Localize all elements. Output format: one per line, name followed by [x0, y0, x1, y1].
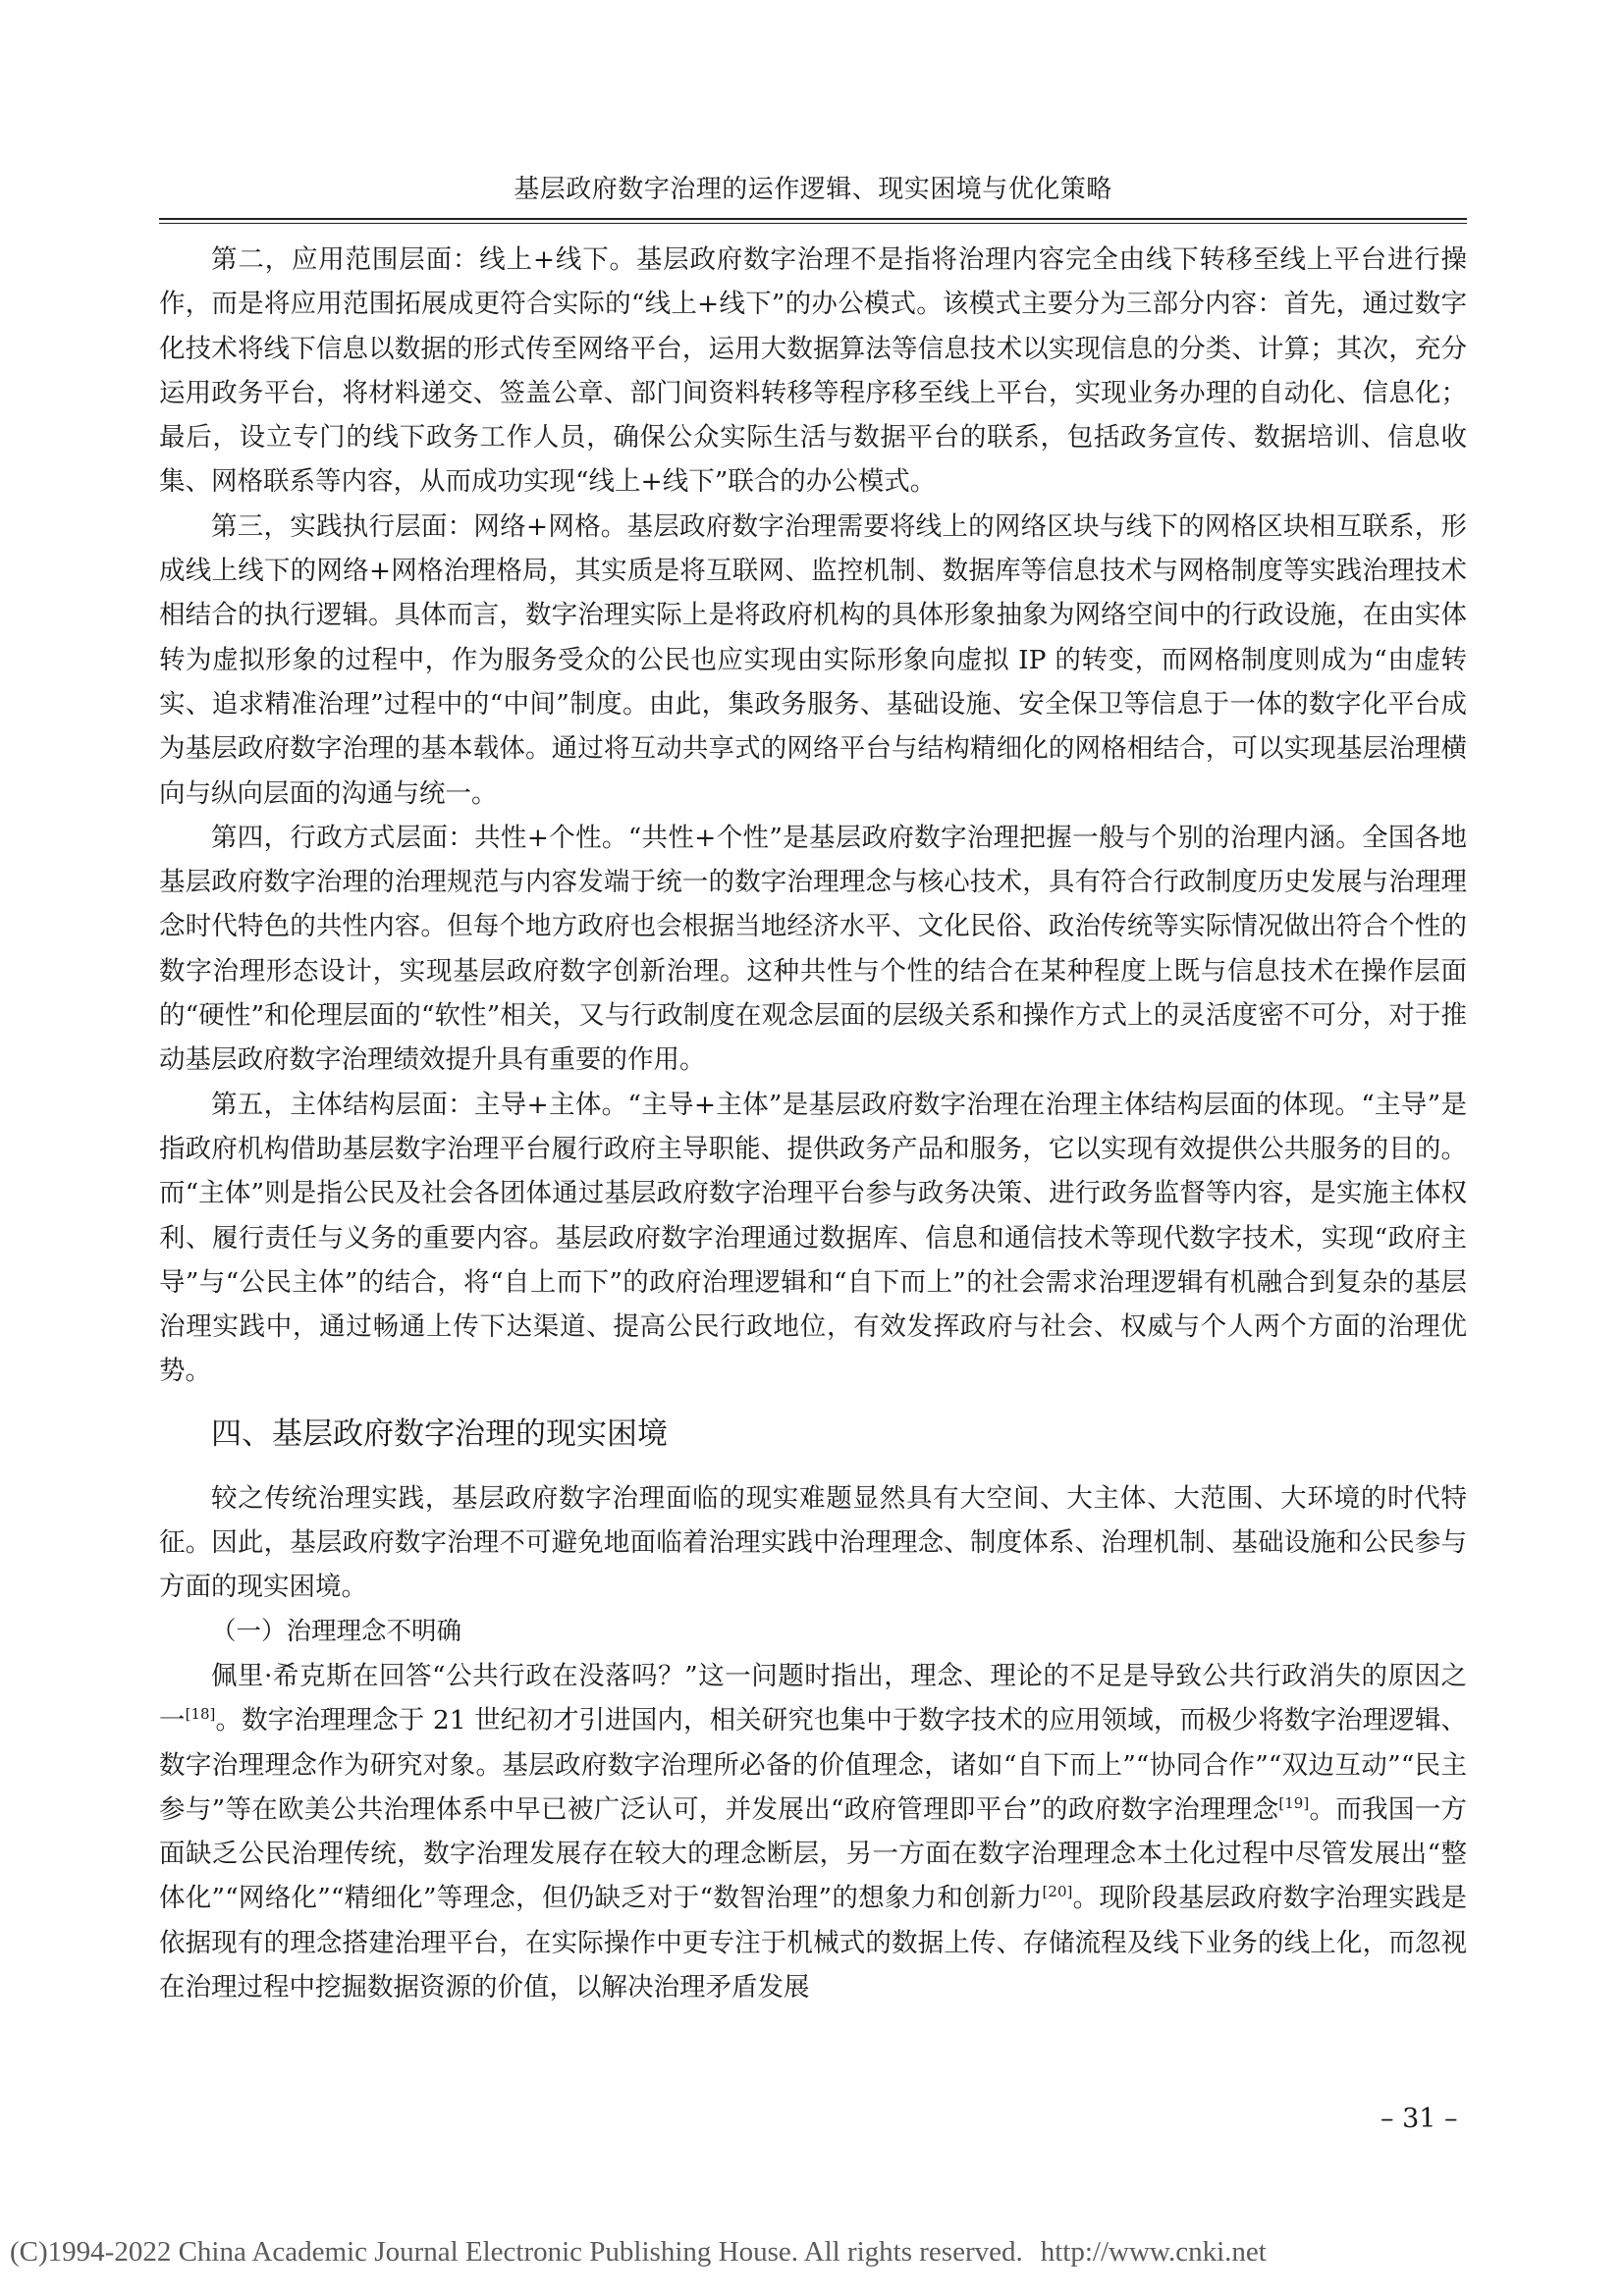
section-heading: 四、基层政府数字治理的现实困境: [211, 1415, 668, 1452]
text-segment: 。数字治理理念于 21 世纪初才引进国内，相关研究也集中于数字技术的应用领域，而极少将数字治理逻辑、数字治理理念作为研究对象。基层政府数字治理所必备的价值理念，诸如“自下而上”“协同合作”“双边互动”“民主参与”等在欧美公共治理体系中早已被广泛认可，并发展出“政府管理即平台”的政府数字治理理念: [159, 1705, 1467, 1825]
paragraph-application-scope: 第二，应用范围层面：线上+线下。基层政府数字治理不是指将治理内容完全由线下转移至线上平台进行操作，而是将应用范围拓展成更符合实际的“线上+线下”的办公模式。该模式主要分为三部分内容：首先，通过数字化技术将线下信息以数据的形式传至网络平台，运用大数据算法等信息技术以实现信息的分类、计算；其次，充分运用政务平台，将材料递交、签盖公章、部门间资料转移等程序移至线上平台，实现业务办理的自动化、信息化；最后，设立专门的线下政务工作人员，确保公众实际生活与数据平台的联系，包括政务宣传、数据培训、信息收集、网格联系等内容，从而成功实现“线上+线下”联合的办公模式。: [159, 244, 1467, 498]
paragraph-administrative-mode: 第四，行政方式层面：共性+个性。“共性+个性”是基层政府数字治理把握一般与个别的治理内涵。全国各地基层政府数字治理的治理规范与内容发端于统一的数字治理理念与核心技术，具有符合行政制度历史发展与治理理念时代特色的共性内容。但每个地方政府也会根据当地经济水平、文化民俗、政治传统等实际情况做出符合个性的数字治理形态设计，实现基层政府数字创新治理。这种共性与个性的结合在某种程度上既与信息技术在操作层面的“硬性”和伦理层面的“软性”相关，又与行政制度在观念层面的层级关系和操作方式上的灵活度密不可分，对于推动基层政府数字治理绩效提升具有重要的作用。: [159, 822, 1467, 1076]
paragraph-section-intro: 较之传统治理实践，基层政府数字治理面临的现实难题显然具有大空间、大主体、大范围、大环境的时代特征。因此，基层政府数字治理不可避免地面临着治理实践中治理理念、制度体系、治理机制、基础设施和公民参与方面的现实困境。: [159, 1482, 1467, 1603]
text-segment: 佩里·希克斯在回答“公共行政在没落吗？”这一问题时指出，理念、理论的不足是导致公共行政消失的原因之一: [159, 1660, 1467, 1736]
citation-ref-19[interactable]: [19]: [1278, 1793, 1310, 1812]
copyright-footer: [10, 2236, 1620, 2269]
header-rule-thin: [159, 223, 1467, 224]
cnki-url[interactable]: http://www.cnki.net: [1040, 2236, 1267, 2268]
text-segment: 。而我国一方面缺乏公民治理传统，数字治理发展存在较大的理念断层，另一方面在数字治理理念本土化过程中尽管发展出“整体化”“网络化”“精细化”等理念，但仍缺乏对于“数智治理”的想象力和创新力: [159, 1793, 1467, 1914]
paragraph-subject-structure: 第五，主体结构层面：主导+主体。“主导+主体”是基层政府数字治理在治理主体结构层面的体现。“主导”是指政府机构借助基层数字治理平台履行政府主导职能、提供政务产品和服务，它以实现有效提供公共服务的目的。而“主体”则是指公民及社会各团体通过基层政府数字治理平台参与政务决策、进行政务监督等内容，是实施主体权利、履行责任与义务的重要内容。基层政府数字治理通过数据库、信息和通信技术等现代数字技术，实现“政府主导”与“公民主体”的结合，将“自上而下”的政府治理逻辑和“自下而上”的社会需求治理逻辑有机融合到复杂的基层治理实践中，通过畅通上传下达渠道、提高公民行政地位，有效发挥政府与社会、权威与个人两个方面的治理优势。: [159, 1089, 1467, 1387]
text-segment: 。现阶段基层政府数字治理实践是依据现有的理念搭建治理平台，在实际操作中更专注于机械式的数据上传、存储流程及线下业务的线上化，而忽视在治理过程中挖掘数据资源的价值，以解决治理矛盾发展: [159, 1883, 1468, 2002]
header-rule-thick: [159, 218, 1467, 220]
citation-ref-20[interactable]: [20]: [1042, 1883, 1073, 1901]
copyright-text: (C)1994-2022 China Academic Journal Electronic Publishing House. All rights reserved.: [10, 2236, 1023, 2268]
paragraph-governance-concept: [159, 1654, 1467, 2009]
article-body: [159, 238, 1467, 2009]
page-number: – 31 –: [1380, 2104, 1458, 2134]
running-title: 基层政府数字治理的运作逻辑、现实困境与优化策略: [514, 175, 1112, 204]
subsection-heading: （一）治理理念不明确: [211, 1616, 462, 1646]
citation-ref-18[interactable]: [18]: [185, 1705, 216, 1724]
paragraph-practice-execution: 第三，实践执行层面：网络+网格。基层政府数字治理需要将线上的网络区块与线下的网格区块相互联系，形成线上线下的网络+网格治理格局，其实质是将互联网、监控机制、数据库等信息技术与网格制度等实践治理技术相结合的执行逻辑。具体而言，数字治理实际上是将政府机构的具体形象抽象为网络空间中的行政设施，在由实体转为虚拟形象的过程中，作为服务受众的公民也应实现由实际形象向虚拟 IP 的转变，而网格制度则成为“由虚转实、追求精准治理”过程中的“中间”制度。由此，集政务服务、基础设施、安全保卫等信息于一体的数字化平台成为基层政府数字治理的基本载体。通过将互动共享式的网络平台与结构精细化的网格相结合，可以实现基层治理横向与纵向层面的沟通与统一。: [159, 510, 1467, 809]
